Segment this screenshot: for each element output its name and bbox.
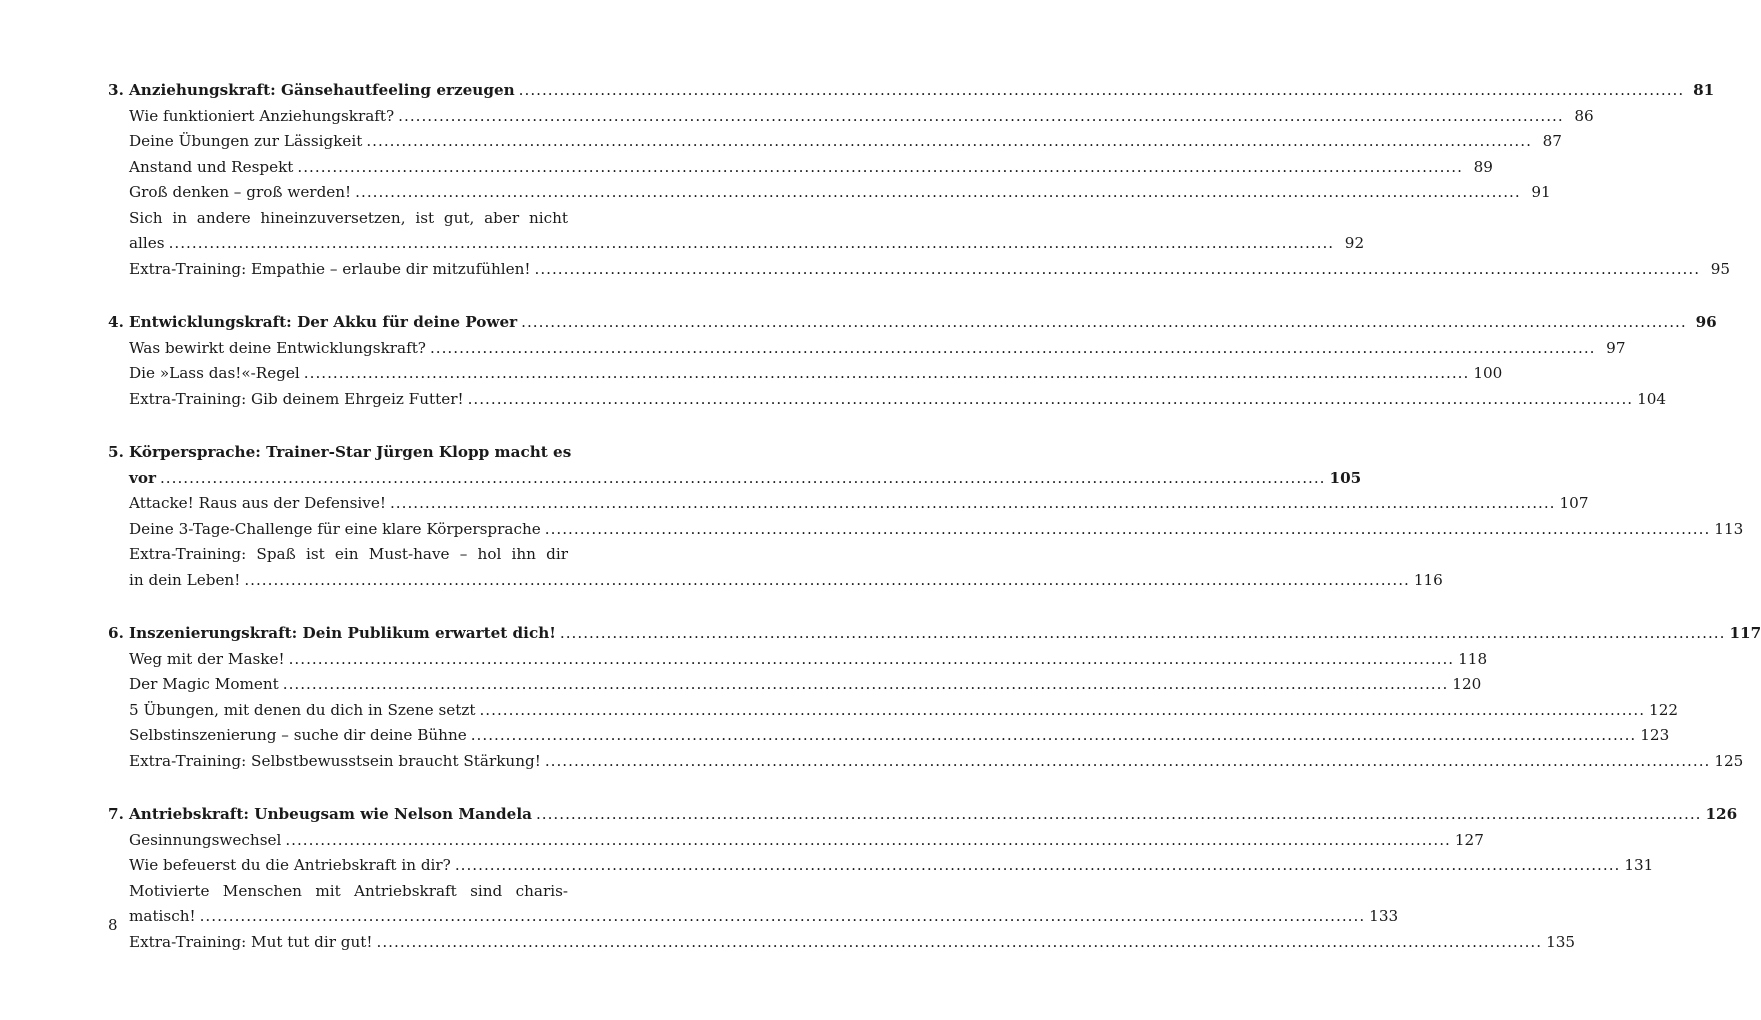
entry-title: Wie funktioniert Anziehungskraft? <box>129 106 395 125</box>
leader-dots: ........................................................................................................................................................................................................ <box>303 364 1470 382</box>
entry-title: matisch! <box>129 907 196 925</box>
toc-section <box>108 440 1744 593</box>
leader-dots: ........................................................................................................................................................................................................ <box>389 494 1556 512</box>
chapter-title-text: Körpersprache: Trainer-Star Jürgen Klopp macht es <box>129 443 572 461</box>
chapter-number: 3. <box>108 81 124 99</box>
chapter-title: Antriebskraft: Unbeugsam wie Nelson Mandela <box>129 805 532 823</box>
chapter-number: 4. <box>108 313 124 331</box>
toc-section <box>108 310 1717 412</box>
entry-title: Deine 3-Tage-Challenge für eine klare Körpersprache <box>129 519 541 538</box>
entry-title: Wie befeuerst du die Antriebskraft in dir? <box>129 856 451 874</box>
page-ref: 133 <box>1369 907 1399 925</box>
chapter-entry <box>108 802 1738 828</box>
entry-title: Weg mit der Maske! <box>129 649 285 668</box>
page-ref: 100 <box>1473 364 1503 382</box>
leader-dots: ........................................................................................................................................................................................................ <box>297 157 1463 176</box>
entry-title-text: Motivierte Menschen mit Antriebskraft sind charis- <box>129 881 568 900</box>
toc-entry <box>108 257 1731 283</box>
toc-entry <box>108 517 1744 543</box>
page-ref: 92 <box>1344 234 1365 252</box>
page-ref: 95 <box>1710 259 1731 278</box>
chapter-entry <box>108 78 1715 104</box>
table-of-contents <box>108 78 1761 983</box>
toc-entry <box>108 647 1488 673</box>
entry-title: Selbstinszenierung – suche dir deine Bühne <box>129 726 467 744</box>
page-ref: 105 <box>1329 468 1362 487</box>
leader-dots: ........................................................................................................................................................................................................ <box>454 856 1621 874</box>
toc-entry <box>108 155 1493 181</box>
leader-dots: ........................................................................................................................................................................................................ <box>534 259 1701 278</box>
page-ref: 96 <box>1695 313 1717 331</box>
toc-entry <box>108 104 1594 130</box>
toc-entry <box>108 491 1589 517</box>
toc-entry <box>108 387 1667 413</box>
page-ref: 117 <box>1729 624 1761 642</box>
entry-title: in dein Leben! <box>129 570 241 589</box>
toc-entry <box>108 361 1503 387</box>
entry-title-text: Sich in andere hineinzuversetzen, ist gut, aber nicht <box>129 208 568 227</box>
leader-dots: ........................................................................................................................................................................................................ <box>244 570 1410 589</box>
entry-title: Groß denken – groß werden! <box>129 183 352 201</box>
chapter-entry <box>108 466 1362 492</box>
toc-entry <box>108 129 1562 155</box>
chapter-number: 6. <box>108 624 124 642</box>
chapter-entry <box>108 310 1717 336</box>
leader-dots: ........................................................................................................................................................................................................ <box>285 830 1451 849</box>
toc-entry <box>108 231 1365 257</box>
leader-dots: ........................................................................................................................................................................................................ <box>282 675 1449 693</box>
chapter-number: 5. <box>108 443 124 461</box>
page-ref: 123 <box>1640 726 1670 744</box>
page-ref: 87 <box>1542 132 1562 150</box>
chapter-entry <box>108 621 1761 647</box>
toc-entry <box>108 853 1654 879</box>
page-ref: 131 <box>1624 856 1654 874</box>
chapter-title: Anziehungskraft: Gänsehautfeeling erzeugen <box>129 81 515 99</box>
toc-entry <box>108 749 1744 775</box>
leader-dots: ........................................................................................................................................................................................................ <box>199 907 1366 925</box>
page-ref: 135 <box>1546 932 1576 951</box>
page-ref: 126 <box>1705 805 1738 823</box>
leader-dots: ........................................................................................................................................................................................................ <box>467 389 1634 408</box>
entry-title: Extra-Training: Selbstbewusstsein braucht Stärkung! <box>129 751 541 770</box>
leader-dots: ........................................................................................................................................................................................................ <box>518 81 1685 99</box>
page-ref: 104 <box>1637 389 1667 408</box>
leader-dots: ........................................................................................................................................................................................................ <box>159 468 1326 487</box>
entry-title: Der Magic Moment <box>129 675 279 693</box>
entry-title-text: Extra-Training: Spaß ist ein Must-have – hol ihn dir <box>129 545 568 563</box>
toc-entry <box>108 828 1484 854</box>
entry-title: Die »Lass das!«-Regel <box>129 364 300 382</box>
entry-title: alles <box>129 234 165 252</box>
chapter-title-line1 <box>108 440 572 466</box>
toc-entry <box>108 672 1482 698</box>
entry-title-line1 <box>108 206 568 232</box>
leader-dots: ........................................................................................................................................................................................................ <box>168 234 1335 252</box>
page-ref: 89 <box>1473 157 1493 176</box>
chapter-title: Entwicklungskraft: Der Akku für deine Power <box>129 313 518 331</box>
page-ref: 125 <box>1714 751 1744 770</box>
page-ref: 91 <box>1531 183 1551 201</box>
page-ref: 86 <box>1574 106 1594 125</box>
page-ref: 107 <box>1559 494 1589 512</box>
leader-dots: ........................................................................................................................................................................................................ <box>355 183 1521 201</box>
toc-entry <box>108 723 1670 749</box>
page-ref: 127 <box>1454 830 1484 849</box>
entry-title: Extra-Training: Mut tut dir gut! <box>129 932 373 951</box>
page-ref: 81 <box>1693 81 1715 99</box>
entry-title: Extra-Training: Empathie – erlaube dir mitzufühlen! <box>129 259 531 278</box>
leader-dots: ........................................................................................................................................................................................................ <box>544 519 1711 538</box>
toc-section <box>108 802 1738 955</box>
entry-title: Anstand und Respekt <box>129 157 294 176</box>
page-number: 8 <box>108 916 118 934</box>
leader-dots: ........................................................................................................................................................................................................ <box>366 132 1532 150</box>
page-ref: 113 <box>1714 519 1744 538</box>
toc-entry <box>108 930 1576 956</box>
page-ref: 97 <box>1606 338 1626 357</box>
page-ref: 120 <box>1452 675 1482 693</box>
toc-entry <box>108 904 1399 930</box>
entry-title-line1 <box>108 542 568 568</box>
leader-dots: ........................................................................................................................................................................................................ <box>376 932 1543 951</box>
entry-title: Gesinnungswechsel <box>129 830 282 849</box>
leader-dots: ........................................................................................................................................................................................................ <box>544 751 1711 770</box>
page-ref: 122 <box>1649 700 1679 719</box>
leader-dots: ........................................................................................................................................................................................................ <box>470 726 1637 744</box>
entry-title: Deine Übungen zur Lässigkeit <box>129 132 363 150</box>
page-ref: 118 <box>1458 649 1488 668</box>
leader-dots: ........................................................................................................................................................................................................ <box>559 624 1726 642</box>
leader-dots: ........................................................................................................................................................................................................ <box>535 805 1702 823</box>
toc-entry <box>108 568 1443 594</box>
entry-title: Attacke! Raus aus der Defensive! <box>129 494 386 512</box>
page-ref: 116 <box>1413 570 1443 589</box>
leader-dots: ........................................................................................................................................................................................................ <box>398 106 1564 125</box>
entry-title: Extra-Training: Gib deinem Ehrgeiz Futter! <box>129 389 464 408</box>
toc-entry <box>108 180 1551 206</box>
leader-dots: ........................................................................................................................................................................................................ <box>521 313 1687 331</box>
toc-section <box>108 78 1731 282</box>
chapter-number: 7. <box>108 805 124 823</box>
chapter-title: Inszenierungskraft: Dein Publikum erwartet dich! <box>129 624 556 642</box>
entry-title-line1 <box>108 879 568 905</box>
entry-title: 5 Übungen, mit denen du dich in Szene setzt <box>129 700 476 719</box>
entry-title: Was bewirkt deine Entwicklungskraft? <box>129 338 426 357</box>
toc-entry <box>108 336 1626 362</box>
leader-dots: ........................................................................................................................................................................................................ <box>429 338 1596 357</box>
toc-section <box>108 621 1761 774</box>
leader-dots: ........................................................................................................................................................................................................ <box>288 649 1455 668</box>
toc-entry <box>108 698 1679 724</box>
leader-dots: ........................................................................................................................................................................................................ <box>479 700 1646 719</box>
chapter-title: vor <box>129 468 156 487</box>
